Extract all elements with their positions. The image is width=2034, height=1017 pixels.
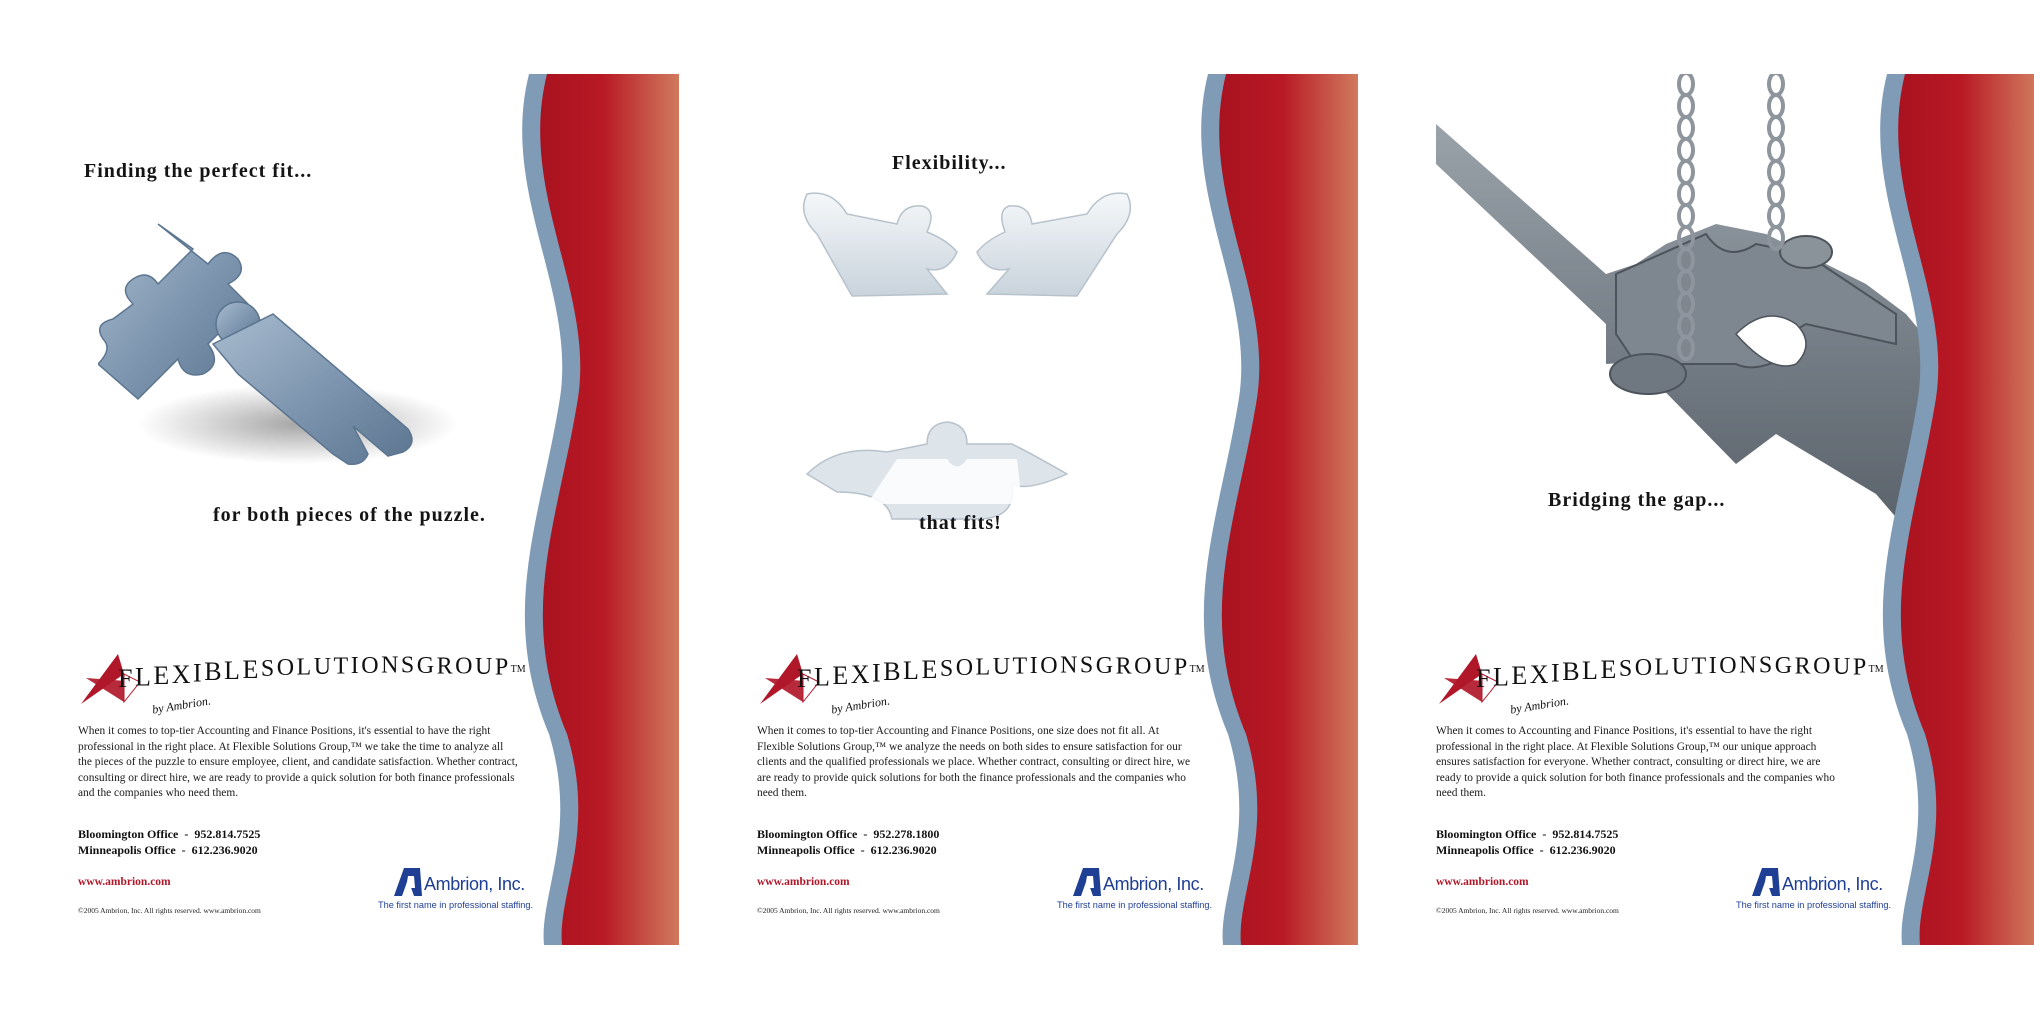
fsg-logo — [78, 614, 538, 717]
body-copy: When it comes to top-tier Accounting and Finance Positions, it's essential to have the right professional in the right place. At Flexible Solutions Group,™ we take the time to analyze all the pieces of the puzzle to ensure employee, client, and candidate satisfaction. Whether contract, consulting or direct hire, we are ready to provide a quick solution for both finance professionals and the companies who need them. — [78, 725, 518, 800]
headline-bottom: for both pieces of the puzzle. — [213, 504, 486, 526]
fsg-logo-byline: by Ambrion. — [830, 693, 891, 717]
website-link[interactable]: www.ambrion.com — [757, 876, 850, 888]
fsg-logo-tm: TM — [1189, 664, 1205, 675]
copyright-line: ©2005 Ambrion, Inc. All rights reserved. www.ambrion.com — [78, 906, 261, 915]
puzzle-person-illustration — [98, 204, 458, 484]
decorative-wave — [519, 74, 679, 945]
fsg-logo-text — [118, 652, 526, 693]
office-phones: Bloomington Office - 952.814.7525 Minneapolis Office - 612.236.9020 — [78, 827, 261, 857]
fsg-logo-main: FLEXIBLESOLUTIONSGROUP — [797, 652, 1190, 693]
fsg-logo-byline: by Ambrion. — [151, 693, 212, 717]
headline-top: Bridging the gap... — [1548, 489, 1726, 511]
copyright-line: ©2005 Ambrion, Inc. All rights reserved. www.ambrion.com — [757, 906, 940, 915]
ambrion-logo — [378, 866, 548, 918]
ambrion-tagline: The first name in professional staffing. — [1057, 900, 1213, 910]
fsg-logo-text — [1476, 652, 1884, 693]
ambrion-tagline: The first name in professional staffing. — [378, 900, 534, 910]
ambrion-mark-icon — [1071, 866, 1103, 898]
ambrion-name: Ambrion, Inc. — [1103, 874, 1204, 894]
headline-bottom: that fits! — [919, 512, 1002, 534]
office-phones: Bloomington Office - 952.814.7525 Minneapolis Office - 612.236.9020 — [1436, 827, 1619, 857]
fsg-logo-tm: TM — [510, 664, 526, 675]
ambrion-name: Ambrion, Inc. — [1782, 874, 1883, 894]
decorative-wave — [1877, 74, 2034, 945]
fsg-logo — [1436, 614, 1896, 717]
body-copy: When it comes to Accounting and Finance Positions, it's essential to have the right professional in the right place. At Flexible Solutions Group,™ our unique approach ensures satisfaction for everyone. Whether contract, consulting or direct hire, we are ready to provide a quick solution for both finance professionals and the companies who need them. — [1436, 725, 1835, 800]
ambrion-name: Ambrion, Inc. — [424, 874, 525, 894]
ambrion-mark-icon — [1750, 866, 1782, 898]
headline-top: Finding the perfect fit... — [84, 160, 313, 182]
ambrion-logo — [1057, 866, 1227, 918]
body-copy: When it comes to top-tier Accounting and Finance Positions, one size does not fit all. At Flexible Solutions Group,™ we analyze the needs on both sides to ensure satisfaction for our clients and the qualified professionals we place. Whether contract, consulting or direct hire, we are ready to provide quick solutions for both the finance professionals and the companies who need them. — [757, 725, 1191, 800]
website-link[interactable]: www.ambrion.com — [1436, 876, 1529, 888]
flexible-puzzle-illustration — [777, 174, 1157, 554]
ambrion-tagline: The first name in professional staffing. — [1736, 900, 1892, 910]
ad-panel-2 — [757, 74, 1358, 945]
fsg-logo-text — [797, 652, 1205, 693]
fsg-logo-byline: by Ambrion. — [1509, 693, 1570, 717]
ambrion-logo — [1736, 866, 1906, 918]
ad-panel-1 — [78, 74, 679, 945]
website-link[interactable]: www.ambrion.com — [78, 876, 171, 888]
decorative-wave — [1198, 74, 1358, 945]
fsg-logo-main: FLEXIBLESOLUTIONSGROUP — [1476, 652, 1869, 693]
office-phones: Bloomington Office - 952.278.1800 Minneapolis Office - 612.236.9020 — [757, 827, 940, 857]
headline-top: Flexibility... — [892, 152, 1007, 174]
copyright-line: ©2005 Ambrion, Inc. All rights reserved. www.ambrion.com — [1436, 906, 1619, 915]
ad-panel-3 — [1436, 74, 2034, 945]
fsg-logo — [757, 614, 1217, 717]
ambrion-mark-icon — [392, 866, 424, 898]
fsg-logo-tm: TM — [1868, 664, 1884, 675]
fsg-logo-main: FLEXIBLESOLUTIONSGROUP — [118, 652, 511, 693]
